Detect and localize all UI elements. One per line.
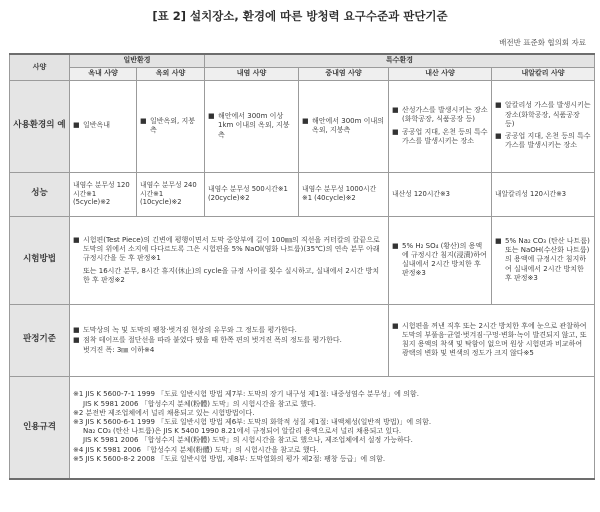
- row-label-judge: 판정기준: [10, 304, 70, 376]
- col-acid: 내산 사양: [389, 67, 492, 80]
- perf-heavy-salt: 내염수 분무성 1000시간※1 (40cycle)※2: [299, 172, 389, 216]
- ref-line: ※4 JIS K 5981 2006 「합성수지 분체(粉體) 도막」의 시험시간을 참고로 했다.: [73, 445, 319, 454]
- judge-general: ■ 도막상의 녹 및 도막의 팽창·벗겨짐 현상의 유무와 그 정도를 평가한다. ■ 점착 테이프를 절단선을 따라 붙였다 뗐을 때 한쪽 편의 벗겨진 폭의 정도를 평가한다. 벗겨진 폭: 3㎜ 이하※4: [70, 304, 389, 376]
- ref-line: Na₂ CO₃ (탄산 나트륨)은 JIS K 5400 1990 8.21에서 규정되어 알칼리 용액으로서 널리 채용되고 있다.: [83, 427, 402, 436]
- env-heavy-salt: ■ 해안에서 300m 이내의 옥외, 지붕측: [299, 80, 389, 172]
- col-indoor: 옥내 사양: [70, 67, 137, 80]
- row-label-refs: 인용규격: [10, 376, 70, 479]
- source-note: 배전반 표준화 협의회 자료: [499, 38, 586, 47]
- ref-line: ※3 JIS K 5600-6-1 1999 「도료 일반시험 방법 제6부: 도막의 화학적 성질 제1절: 내액체성(일반적 방법)」에 의함.: [73, 418, 432, 427]
- test-alkali: ■ 5% Na₂ CO₃ (탄산 나트륨) 또는 NaOH(수산화 나트륨)의 용액에 규정시간 침지하여 실내에서 2시간 방치한 후 판정※3: [492, 216, 595, 304]
- col-alkali: 내알칼리 사양: [492, 67, 595, 80]
- col-heavy-salt: 중내염 사양: [299, 67, 389, 80]
- env-indoor: ■ 일반옥내: [70, 80, 137, 172]
- spec-table: [9, 53, 595, 480]
- row-label-perf: 성능: [10, 172, 70, 216]
- test-acid: ■ 5% H₂ SO₄ (황산)의 용액에 규정시간 침지(浸漬)하여 실내에서 2시간 방치한 후 판정※3: [389, 216, 492, 304]
- env-outdoor: ■ 일반옥외, 지붕측: [137, 80, 205, 172]
- perf-indoor: 내염수 분무성 120시간※1 (5cycle)※2: [70, 172, 137, 216]
- judge-width: 벗겨진 폭: 3㎜ 이하※4: [83, 346, 155, 355]
- perf-acid: 내산성 120시간※3: [389, 172, 492, 216]
- env-salt: ■ 해안에서 300m 이상 1km 이내의 옥외, 지붕측: [205, 80, 299, 172]
- header-special: 특수환경: [205, 54, 595, 67]
- env-acid: ■ 산성가스를 발생시키는 장소(화학공장, 식품공장 등) ■ 공공업 지대, 온천 등의 특수가스를 발생시키는 장소: [389, 80, 492, 172]
- col-salt: 내염 사양: [205, 67, 299, 80]
- perf-salt: 내염수 분무성 500시간※1 (20cycle)※2: [205, 172, 299, 216]
- ref-line: ※1 JIS K 5600-7-1 1999 「도료 일반시험 방법 제7부: 도막의 장기 내구성 제1절: 내중성염수 분무성」에 의함.: [73, 390, 419, 399]
- ref-line: JIS K 5981 2006 「합성수지 분체(粉體) 도막」의 시험시간을 참고로 했다.: [83, 399, 316, 408]
- env-alkali: ■ 알칼리성 가스를 발생시키는 장소(화학공장, 식품공장 등) ■ 공공업 지대, 온천 등의 특수가스를 발생시키는 장소: [492, 80, 595, 172]
- ref-line: ※5 JIS K 5600-8-2 2008 「도료 일반시험 방법, 제8부: 도막열화의 평가 제2절: 팽창 등급」에 의함.: [73, 454, 386, 463]
- judge-special: ■ 시험편을 꺼낸 직후 또는 2시간 방치한 후에 눈으로 관찰하여 도막의 부풀음·균열·벗겨짐·구멍·변화·녹이 발견되지 않고, 또 침지 용액의 착색 및 탁함이 없으며 원상 시험편과 비교하여 광택의 변화 및 변색의 정도가 크지 않다※5: [389, 304, 595, 376]
- test-general-cycle: 또는 16시간 분무, 8시간 휴지(休止)의 cycle을 규정 사이클 횟수 실시하고, 실내에서 2시간 방치한 후 판정※2: [83, 266, 380, 284]
- header-spec: 사양: [10, 54, 70, 80]
- header-general: 일반환경: [70, 54, 205, 67]
- perf-alkali: 내알칼리성 120시간※3: [492, 172, 595, 216]
- ref-line: JIS K 5981 2006 「합성수지 분체(粉體) 도막」의 시험시간을 참고로 했으나, 제조업체에서 설정 가능하다.: [83, 436, 413, 445]
- test-general: ■ 시험편(Test Piece)의 긴변에 평행이면서 도막 중앙부에 길이 100㎜의 직선을 커터칼의 칼끝으로 도막의 위에서 소지에 다다르도록 그은 시험편을 5% NaOl(염화 나트륨)(35℃)의 연속 분무 아래 규정시간을 둔 후 판정※1 또는 16시간 분무, 8시간 휴지(休止)의 cycle을 규정 사이클 횟수 실시하고, 실내에서 2시간 방치한 후 판정※2: [70, 216, 389, 304]
- perf-outdoor: 내염수 분무성 240시간※1 (10cycle)※2: [137, 172, 205, 216]
- row-label-env: 사용환경의 예: [10, 80, 70, 172]
- ref-line: ※2 분전반 제조업체에서 널리 채용되고 있는 시험방법이다.: [73, 408, 255, 417]
- table-title: [표 2] 설치장소, 환경에 따른 방청력 요구수준과 판단기준: [152, 9, 448, 23]
- refs-cell: [70, 376, 595, 479]
- col-outdoor: 옥외 사양: [137, 67, 205, 80]
- row-label-test: 시험방법: [10, 216, 70, 304]
